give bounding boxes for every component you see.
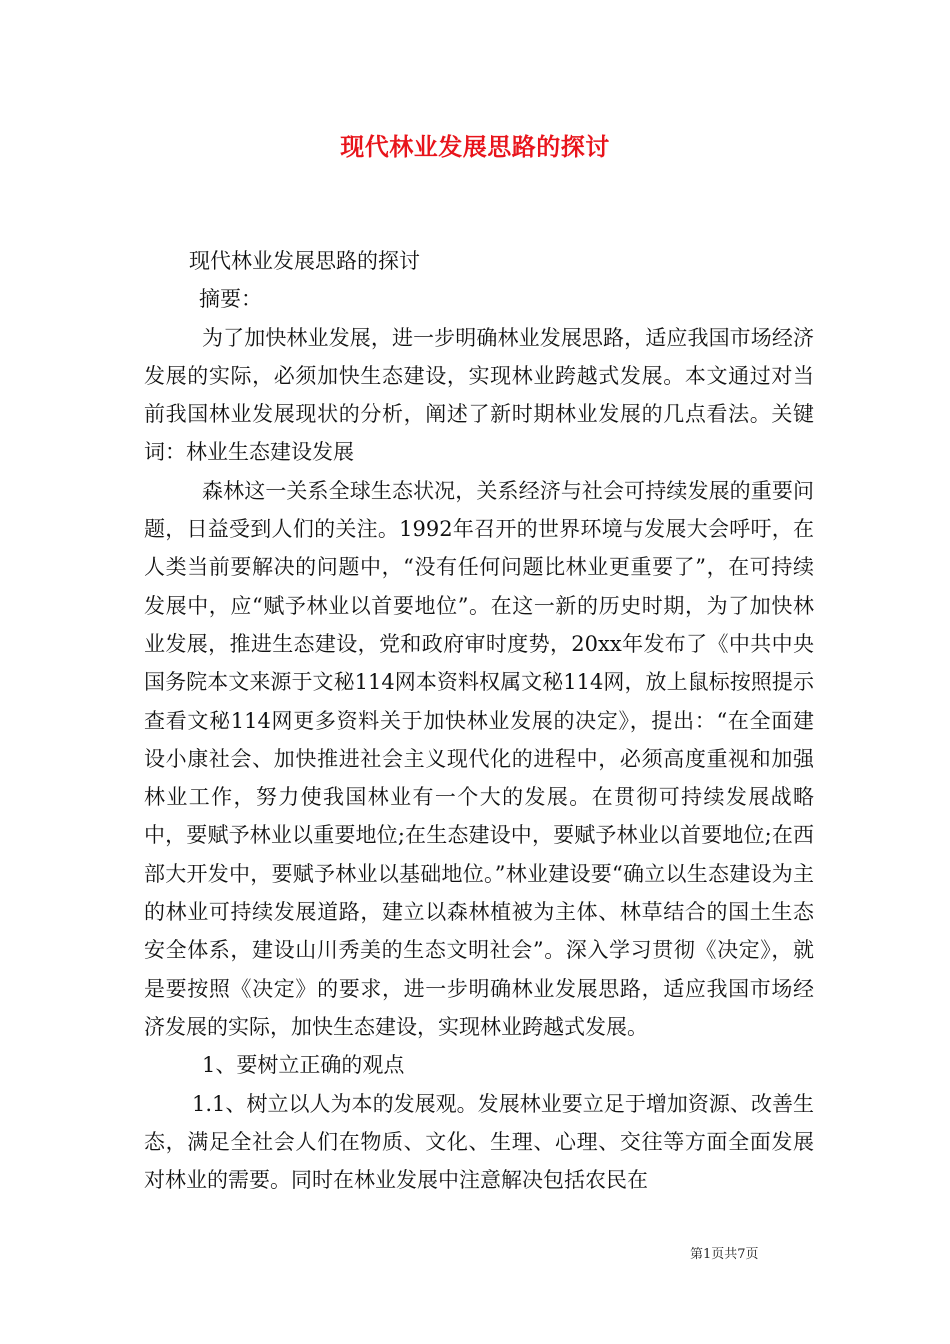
document-title: 现代林业发展思路的探讨: [340, 132, 610, 161]
abstract-label: 摘要：: [199, 287, 262, 312]
subsection-paragraph: 1.1、树立以人为本的发展观。发展林业要立足于增加资源、改善生态，满足全社会人们在物质、文化、生理、心理、交往等方面全面发展对林业的需要。同时在林业发展中注意解决包括农民在: [144, 1091, 814, 1193]
abstract-paragraph: 为了加快林业发展，进一步明确林业发展思路，适应我国市场经济发展的实际，必须加快生态建设，实现林业跨越式发展。本文通过对当前我国林业发展现状的分析，阐述了新时期林业发展的几点看法。关键词：林业生态建设发展: [144, 325, 814, 465]
page-indicator: 第1页共7页: [690, 1247, 759, 1262]
body-paragraph: 森林这一关系全球生态状况，关系经济与社会可持续发展的重要问题，日益受到人们的关注。1992年召开的世界环境与发展大会呼吁，在人类当前要解决的问题中，“没有任何问题比林业更重要了”，在可持续发展中，应“赋予林业以首要地位”。在这一新的历史时期，为了加快林业发展，推进生态建设，党和政府审时度势，20xx年发布了《中共中央国务院本文来源于文秘114网本资料权属文秘114网，放上鼠标按照提示查看文秘114网更多资料关于加快林业发展的决定》，提出：“在全面建设小康社会、加快推进社会主义现代化的进程中，必须高度重视和加强林业工作，努力使我国林业有一个大的发展。在贯彻可持续发展战略中，要赋予林业以重要地位;在生态建设中，要赋予林业以首要地位;在西部大开发中，要赋予林业以基础地位。”林业建设要“确立以生态建设为主的林业可持续发展道路，建立以森林植被为主体、林草结合的国土生态安全体系，建设山川秀美的生态文明社会”。深入学习贯彻《决定》，就是要按照《决定》的要求，进一步明确林业发展思路，适应我国市场经济发展的实际，加快生态建设，实现林业跨越式发展。: [144, 478, 814, 1039]
document-body: [144, 242, 814, 1199]
section-heading: 1、要树立正确的观点: [202, 1053, 405, 1078]
document-subtitle: 现代林业发展思路的探讨: [189, 249, 420, 273]
